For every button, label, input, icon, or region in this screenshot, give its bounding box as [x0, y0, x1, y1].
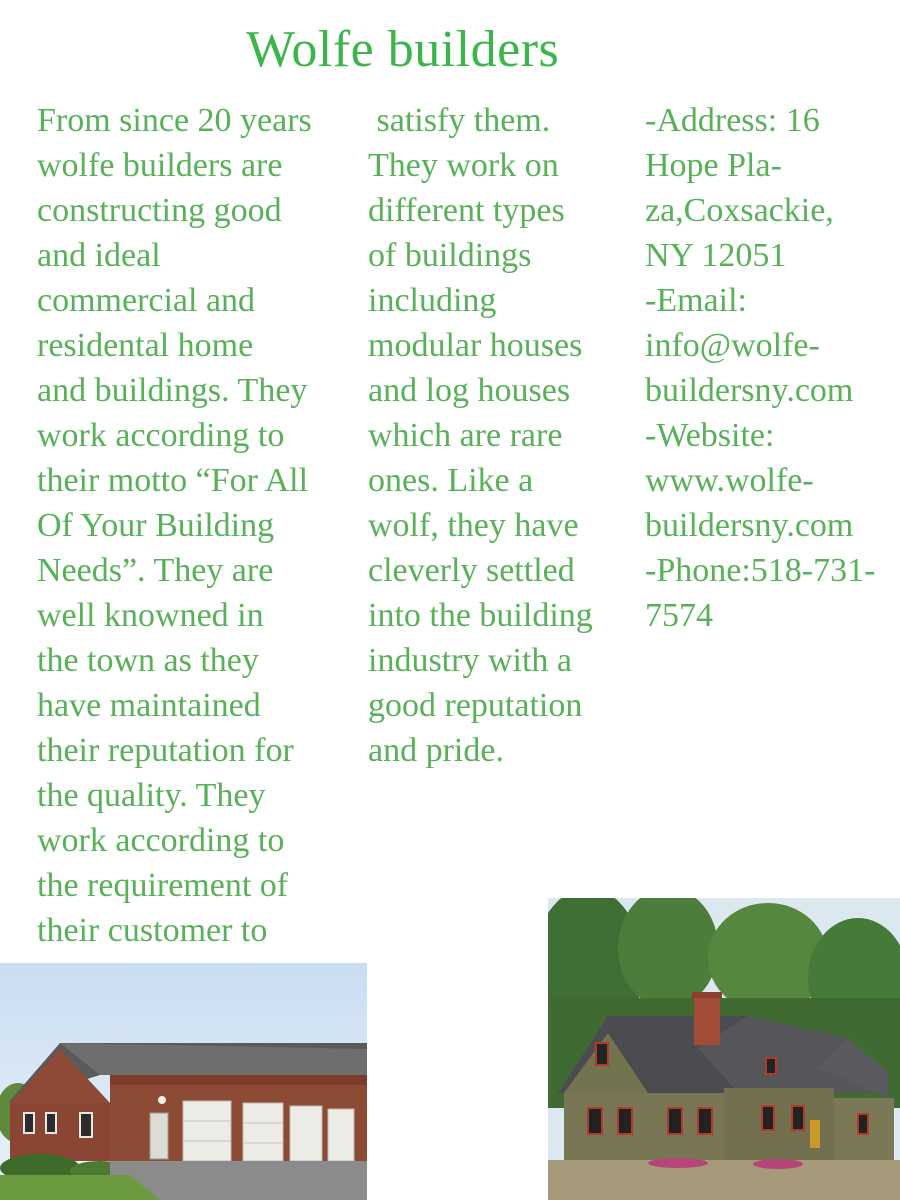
email-label: -Email: — [645, 282, 747, 319]
phone-line: 7574 — [645, 597, 713, 634]
contact-column — [645, 98, 875, 638]
page-title: Wolfe builders — [246, 21, 560, 78]
address-line: za,Coxsackie, — [645, 192, 834, 229]
text-line: of buildings — [368, 237, 532, 274]
text-line: satisfy them. — [368, 102, 551, 139]
phone-label: -Phone:518-731- — [645, 552, 876, 589]
text-line: and log houses — [368, 372, 571, 409]
text-line: and buildings. They — [37, 372, 308, 409]
text-line: and pride. — [368, 732, 504, 769]
address-line: NY 12051 — [645, 237, 787, 274]
address-line: Hope Pla- — [645, 147, 782, 184]
text-line: industry with a — [368, 642, 572, 679]
text-line: Needs”. They are — [37, 552, 274, 589]
text-line: From since 20 years — [37, 102, 312, 139]
text-line: different types — [368, 192, 565, 229]
text-line: They work on — [368, 147, 559, 184]
text-line: including — [368, 282, 497, 319]
text-line: work according to — [37, 822, 285, 859]
text-line: which are rare — [368, 417, 563, 454]
text-line: have maintained — [37, 687, 261, 724]
text-line: good reputation — [368, 687, 583, 724]
text-line: modular houses — [368, 327, 583, 364]
text-line: wolfe builders are — [37, 147, 283, 184]
email-line: info@wolfe- — [645, 327, 820, 364]
email-line: buildersny.com — [645, 372, 854, 409]
website-label: -Website: — [645, 417, 775, 454]
text-line: their customer to — [37, 912, 268, 949]
services-column — [368, 98, 593, 773]
text-line: the requirement of — [37, 867, 289, 904]
text-line: commercial and — [37, 282, 256, 319]
text-line: constructing good — [37, 192, 282, 229]
website-line: buildersny.com — [645, 507, 854, 544]
text-line: work according to — [37, 417, 285, 454]
text-line: residental home — [37, 327, 254, 364]
text-line: the town as they — [37, 642, 259, 679]
text-line: well knowned in — [37, 597, 264, 634]
address-label: -Address: 16 — [645, 102, 820, 139]
text-line: and ideal — [37, 237, 161, 274]
text-line: cleverly settled — [368, 552, 575, 589]
text-line: Of Your Building — [37, 507, 275, 544]
text-line: their reputation for — [37, 732, 294, 769]
residential-house-photo — [548, 898, 900, 1200]
website-line: www.wolfe- — [645, 462, 814, 499]
text-line: wolf, they have — [368, 507, 579, 544]
text-line: their motto “For All — [37, 462, 309, 499]
text-line: the quality. They — [37, 777, 266, 814]
intro-column — [37, 98, 312, 953]
commercial-building-photo — [0, 963, 367, 1200]
text-line: ones. Like a — [368, 462, 534, 499]
text-line: into the building — [368, 597, 593, 634]
